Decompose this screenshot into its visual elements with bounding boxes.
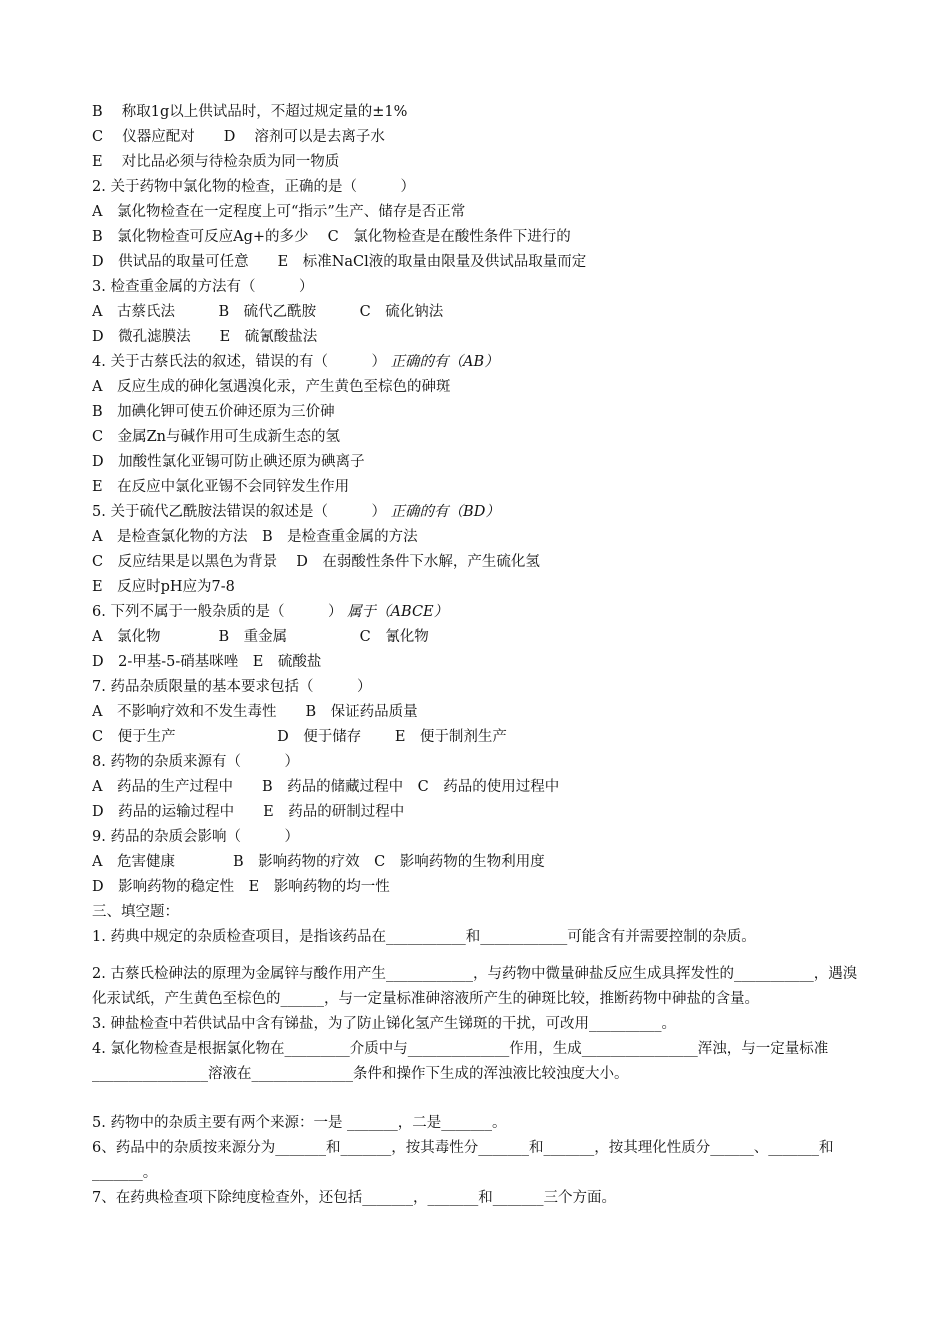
option-line: A 氯化物检查在一定程度上可“指示”生产、储存是否正常 [92,204,466,220]
option-line: E 反应时pH应为7-8 [92,579,235,595]
option-line: D 药品的运输过程中 E 药品的研制过程中 [92,804,405,820]
option-line: A 药品的生产过程中 B 药品的储藏过程中 C 药品的使用过程中 [92,779,560,795]
option-line: E 对比品必须与待检杂质为同一物质 [92,154,340,170]
answer-note: 正确的有（BD） [390,504,500,520]
question-9: 9. 药品的杂质会影响（ ） [92,829,299,845]
fill-question-2: 2. 古蔡氏检砷法的原理为金属锌与酸作用产生____________，与药物中微量砷盐反应生成具挥发性的___________，遇溴化汞试纸，产生黄色至棕色的______，与一定量标准砷溶液所产生的砷斑比较，推断药物中砷盐的含量。 [92,966,858,1007]
option-line: B 加碘化钾可使五价砷还原为三价砷 [92,404,335,420]
option-line: D 2-甲基-5-硝基咪唑 E 硫酸盐 [92,654,322,670]
section-heading: 三、填空题： [92,904,179,920]
option-line: A 是检查氯化物的方法 B 是检查重金属的方法 [92,529,418,545]
fill-question-4: 4. 氯化物检查是根据氯化物在_________介质中与______________作用，生成________________浑浊，与一定量标准________________溶液在______________条件和操作下生成的浑浊液比较浊度大小。 [92,1041,829,1082]
fill-question-6: 6、药品中的杂质按来源分为_______和_______，按其毒性分_______和_______，按其理化性质分______、_______和_______。 [92,1140,834,1181]
option-line: D 供试品的取量可任意 E 标准NaCl液的取量由限量及供试品取量而定 [92,254,587,270]
question-4: 4. 关于古蔡氏法的叙述，错误的有（ ） 正确的有（AB） [92,354,499,370]
answer-note: 属于（ABCE） [347,604,449,620]
option-line: D 影响药物的稳定性 E 影响药物的均一性 [92,879,390,895]
question-8: 8. 药物的杂质来源有（ ） [92,754,299,770]
option-line: A 危害健康 B 影响药物的疗效 C 影响药物的生物利用度 [92,854,545,870]
option-line: D 加酸性氯化亚锡可防止碘还原为碘离子 [92,454,365,470]
option-line: B 氯化物检查可反应Ag+的多少 C 氯化物检查是在酸性条件下进行的 [92,229,571,245]
question-5: 5. 关于硫代乙酰胺法错误的叙述是（ ） 正确的有（BD） [92,504,500,520]
fill-question-7: 7、在药典检查项下除纯度检查外，还包括_______，_______和_______三个方面。 [92,1190,616,1206]
fill-question-1: 1. 药典中规定的杂质检查项目，是指该药品在___________和____________可能含有并需要控制的杂质。 [92,929,756,945]
option-line: D 微孔滤膜法 E 硫氰酸盐法 [92,329,318,345]
option-line: C 便于生产 D 便于储存 E 便于制剂生产 [92,729,507,745]
option-line: C 金属Zn与碱作用可生成新生态的氢 [92,429,341,445]
option-line: B 称取1g以上供试品时，不超过规定量的±1% [92,104,408,120]
option-line: C 仪器应配对 D 溶剂可以是去离子水 [92,129,385,145]
question-7: 7. 药品杂质限量的基本要求包括（ ） [92,679,372,695]
option-line: A 氯化物 B 重金属 C 氰化物 [92,629,429,645]
question-2: 2. 关于药物中氯化物的检查，正确的是（ ） [92,179,415,195]
fill-question-5: 5. 药物中的杂质主要有两个来源：一是 _______，二是_______。 [92,1115,507,1131]
option-line: A 古蔡氏法 B 硫代乙酰胺 C 硫化钠法 [92,304,444,320]
answer-note: 正确的有（AB） [390,354,499,370]
option-line: E 在反应中氯化亚锡不会同锌发生作用 [92,479,350,495]
document-content [92,100,868,1211]
question-6: 6. 下列不属于一般杂质的是（ ） 属于（ABCE） [92,604,449,620]
option-line: A 不影响疗效和不发生毒性 B 保证药品质量 [92,704,418,720]
question-3: 3. 检查重金属的方法有（ ） [92,279,314,295]
option-line: C 反应结果是以黑色为背景 D 在弱酸性条件下水解，产生硫化氢 [92,554,540,570]
fill-question-3: 3. 砷盐检查中若供试品中含有锑盐，为了防止锑化氢产生锑斑的干扰，可改用__________。 [92,1016,676,1032]
option-line: A 反应生成的砷化氢遇溴化汞，产生黄色至棕色的砷斑 [92,379,451,395]
